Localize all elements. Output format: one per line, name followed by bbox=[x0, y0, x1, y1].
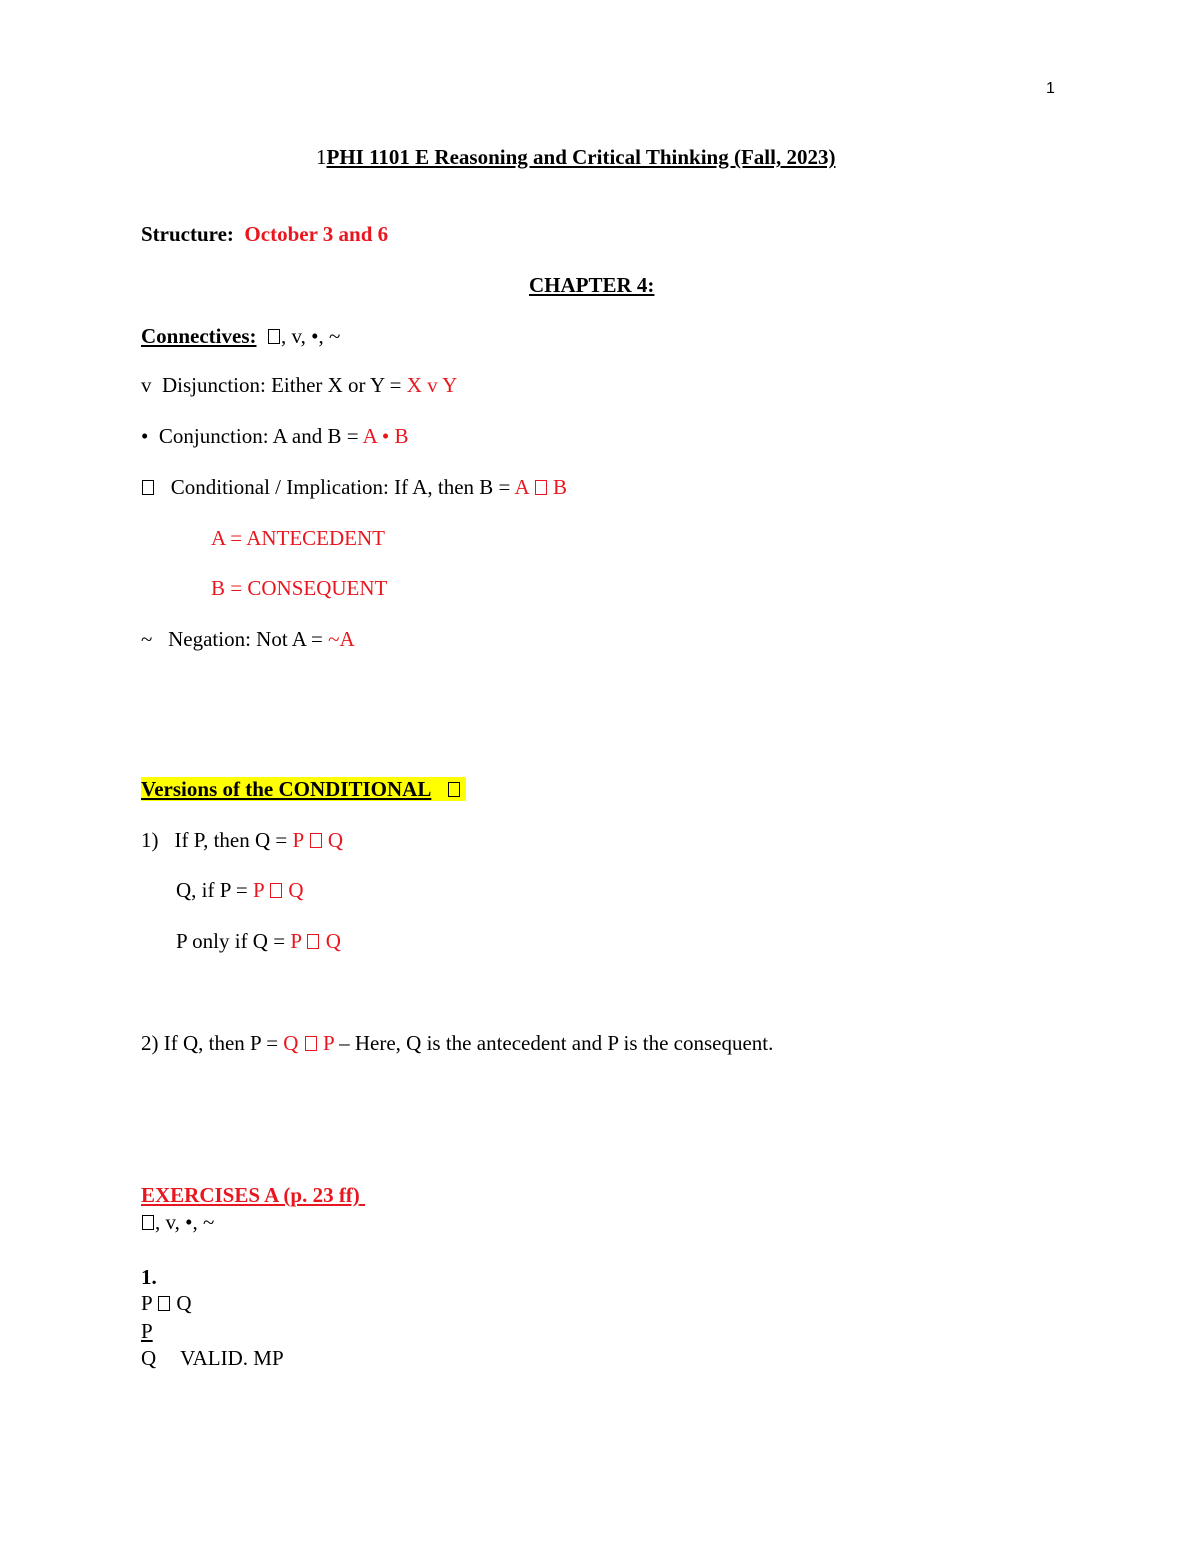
exercises-symbols: , v, •, ~ bbox=[155, 1210, 215, 1234]
connectives-line bbox=[141, 323, 340, 349]
version-item-1-formula: P Q bbox=[292, 828, 344, 852]
version-item-2-note: – Here, Q is the antecedent and P is the consequent. bbox=[333, 1031, 774, 1055]
problem-verdict: VALID. MP bbox=[180, 1346, 284, 1370]
page-title bbox=[316, 144, 835, 170]
negation-symbol: ~ bbox=[141, 627, 153, 651]
problem-conclusion: Q bbox=[141, 1346, 157, 1370]
chapter-heading: CHAPTER 4: bbox=[529, 273, 655, 297]
disjunction-text: Disjunction: Either X or Y = bbox=[162, 373, 407, 397]
conjunction-formula: A • B bbox=[362, 424, 409, 448]
exercises-heading: EXERCISES A (p. 23 ff) bbox=[141, 1183, 360, 1207]
connectives-symbols: , v, •, ~ bbox=[280, 324, 341, 348]
negation-text: Negation: Not A = bbox=[168, 627, 329, 651]
exercises-heading-line bbox=[141, 1182, 434, 1208]
conditional-symbol-icon bbox=[310, 833, 322, 848]
conditional-line bbox=[141, 474, 567, 500]
version-item-1-sub-1 bbox=[176, 877, 304, 903]
version-item-1-sub-2 bbox=[176, 928, 341, 954]
version-sub-2-formula: P Q bbox=[290, 929, 341, 953]
structure-dates: October 3 and 6 bbox=[244, 222, 389, 246]
versions-heading-highlight bbox=[141, 777, 466, 801]
title-prefix: 1 bbox=[316, 145, 327, 169]
conditional-symbol-icon bbox=[158, 1296, 170, 1311]
versions-heading-line bbox=[141, 776, 466, 802]
negation-line bbox=[141, 626, 355, 652]
disjunction-symbol: v bbox=[141, 373, 152, 397]
version-sub-1-text: Q, if P = bbox=[176, 878, 253, 902]
connectives-label: Connectives: bbox=[141, 324, 257, 348]
version-sub-1-formula: P Q bbox=[253, 878, 304, 902]
title-text: PHI 1101 E Reasoning and Critical Thinking (Fall, 2023) bbox=[326, 145, 836, 169]
version-item-1-text: If P, then Q = bbox=[174, 828, 293, 852]
version-item-2-formula: Q P bbox=[283, 1031, 334, 1055]
version-item-1 bbox=[141, 827, 343, 853]
version-item-1-number: 1) bbox=[141, 828, 159, 852]
antecedent-definition: A = ANTECEDENT bbox=[211, 526, 385, 550]
problem-line-3 bbox=[141, 1345, 284, 1371]
conditional-symbol-icon bbox=[305, 1036, 317, 1051]
structure-line bbox=[141, 221, 388, 247]
version-item-2 bbox=[141, 1030, 773, 1056]
conjunction-symbol: • bbox=[141, 424, 149, 448]
disjunction-line bbox=[141, 372, 457, 398]
exercises-symbols-line bbox=[141, 1209, 214, 1235]
conditional-symbol-icon bbox=[448, 782, 460, 797]
conjunction-line bbox=[141, 423, 409, 449]
version-sub-2-text: P only if Q = bbox=[176, 929, 291, 953]
conditional-symbol-icon bbox=[270, 883, 282, 898]
structure-label: Structure: bbox=[141, 222, 234, 246]
problem-line-2: P bbox=[141, 1319, 153, 1343]
conditional-text: Conditional / Implication: If A, then B = bbox=[170, 475, 515, 499]
disjunction-formula: X v Y bbox=[406, 373, 458, 397]
negation-formula: ~A bbox=[328, 627, 355, 651]
page-number: 1 bbox=[1046, 80, 1055, 97]
conditional-symbol-icon bbox=[535, 480, 547, 495]
conditional-symbol-icon bbox=[307, 934, 319, 949]
conditional-symbol-icon bbox=[268, 329, 280, 344]
conjunction-text: Conjunction: A and B = bbox=[158, 424, 363, 448]
conditional-formula: A B bbox=[514, 475, 568, 499]
problem-line-1: P Q bbox=[141, 1291, 192, 1315]
conditional-symbol-icon bbox=[142, 480, 154, 495]
versions-heading: Versions of the CONDITIONAL bbox=[141, 777, 432, 801]
problem-number: 1. bbox=[141, 1265, 157, 1289]
consequent-definition: B = CONSEQUENT bbox=[211, 576, 388, 600]
conditional-symbol-icon bbox=[142, 1215, 154, 1230]
exercises-heading-rule bbox=[360, 1182, 434, 1208]
version-item-2-text: 2) If Q, then P = bbox=[141, 1031, 284, 1055]
